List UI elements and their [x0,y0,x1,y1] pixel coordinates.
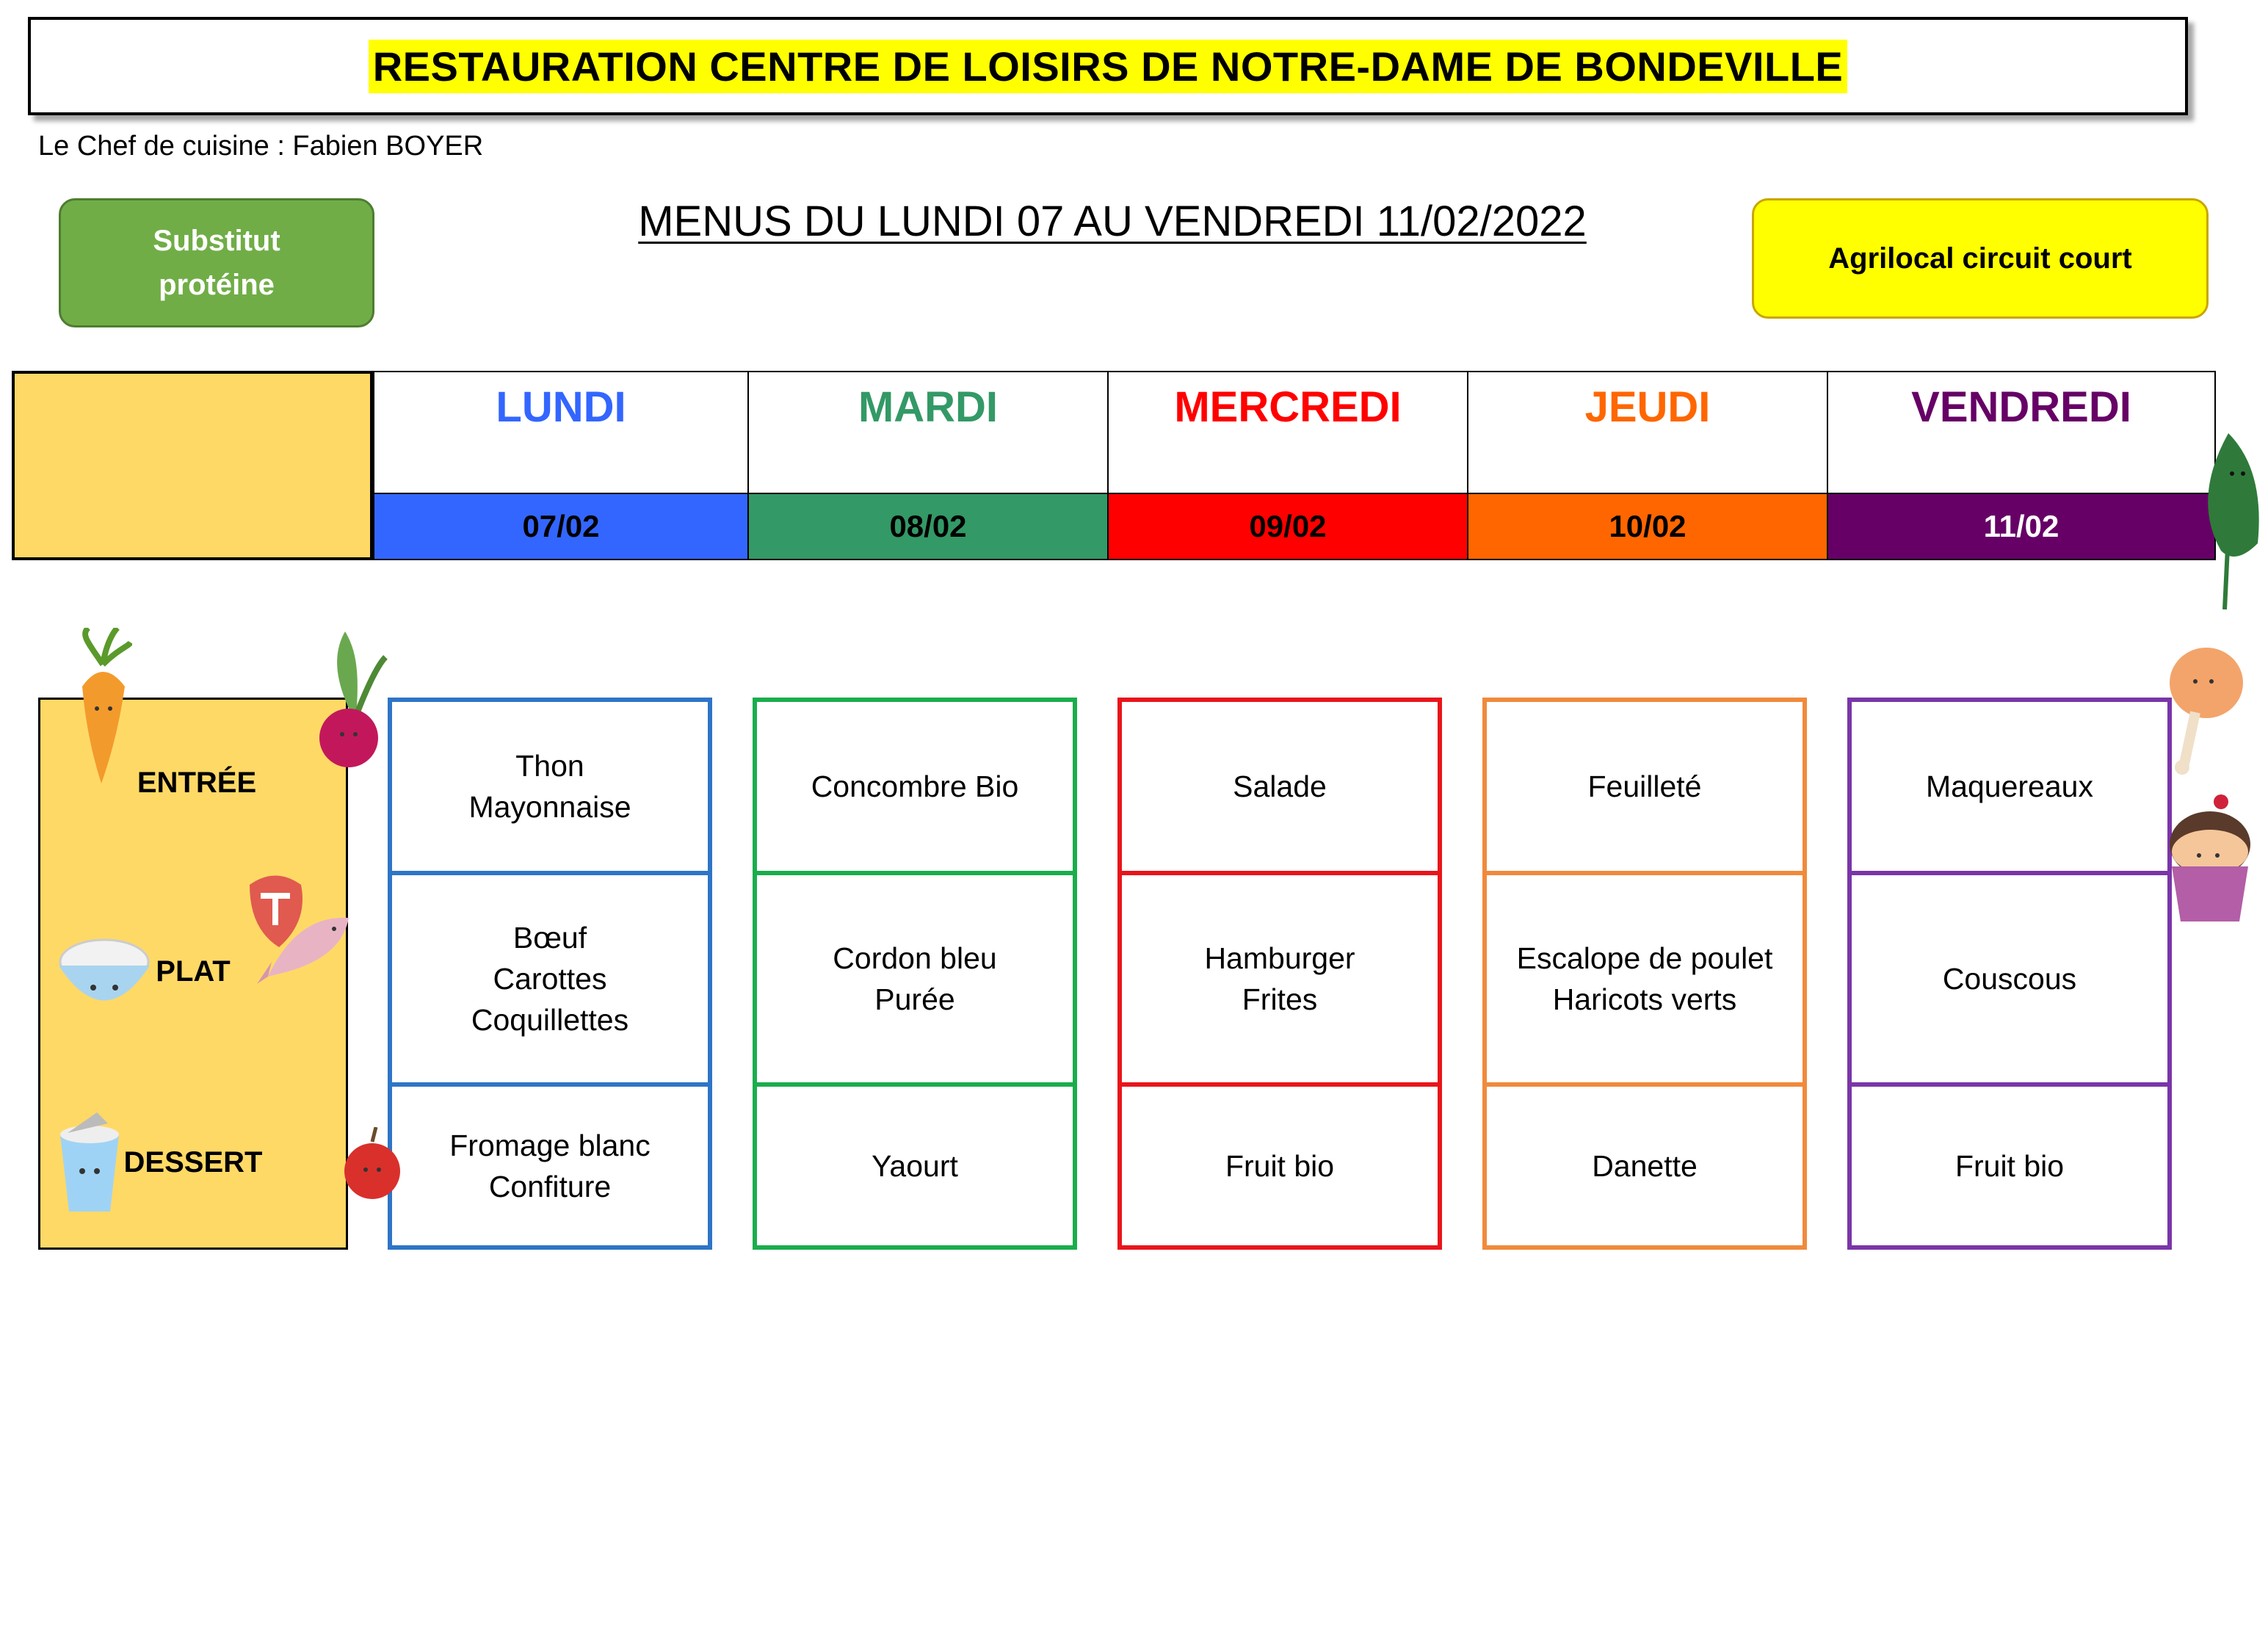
menu-entree-vendredi: Maquereaux [1926,770,2093,803]
day-header-vendredi: VENDREDI [1828,371,2216,494]
menu-plat-vendredi: Couscous [1852,871,2167,1082]
category-plat-label: PLAT [156,955,231,988]
day-date-lundi: 07/02 [373,494,749,560]
page-title: RESTAURATION CENTRE DE LOISIRS DE NOTRE-DAME DE BONDEVILLE [369,40,1848,93]
fish-icon [253,907,356,988]
rice-bowl-icon [53,933,156,1013]
substitute-protein-legend [59,198,374,327]
radish-icon [316,628,389,782]
substitute-protein-label: Substitut protéine [153,225,280,301]
menu-column-vendredi [1847,698,2172,1250]
day-date-jeudi: 10/02 [1468,494,1828,560]
menu-plat-mercredi: Hamburger Frites [1122,871,1438,1082]
menu-entree-jeudi: Feuilleté [1587,770,1702,803]
menu-week-title-text: MENUS DU LUNDI 07 AU VENDREDI 11/02/2022 [638,198,1587,245]
menu-dessert-mardi: Yaourt [757,1082,1073,1245]
menu-column-mercredi [1117,698,1442,1250]
day-date-vendredi: 11/02 [1828,494,2216,560]
menu-dessert-lundi: Fromage blanc Confiture [392,1082,708,1245]
agrilocal-label: Agrilocal circuit court [1828,242,2132,275]
menu-entree-mercredi: Salade [1233,770,1327,803]
menu-plat-lundi: Bœuf Carottes Coquillettes [392,871,708,1082]
menu-entree-mardi: Concombre Bio [811,770,1019,803]
cupcake-icon [2166,793,2254,925]
menu-column-mardi [753,698,1077,1250]
header-corner-cell [12,371,373,560]
chicken-leg-icon [2166,646,2247,778]
agrilocal-legend [1752,198,2209,319]
day-header-jeudi: JEUDI [1468,371,1828,494]
menu-dessert-mercredi: Fruit bio [1122,1082,1438,1245]
yogurt-icon [53,1112,126,1215]
menu-week-title [441,197,1784,246]
menu-column-jeudi [1482,698,1807,1250]
spinach-leaf-icon [2192,426,2265,617]
menu-dessert-jeudi: Danette [1487,1082,1803,1245]
day-date-mercredi: 09/02 [1109,494,1468,560]
day-header-lundi: LUNDI [373,371,749,494]
title-banner [28,17,2188,115]
category-entree-label: ENTRÉE [137,766,257,799]
menu-dessert-vendredi: Fruit bio [1852,1082,2167,1245]
category-dessert-label: DESSERT [123,1146,263,1178]
apple-icon [339,1127,405,1201]
day-header-mardi: MARDI [749,371,1109,494]
day-header-mercredi: MERCREDI [1109,371,1468,494]
day-date-mardi: 08/02 [749,494,1109,560]
chef-name: Le Chef de cuisine : Fabien BOYER [38,131,484,162]
menu-plat-jeudi: Escalope de poulet Haricots verts [1487,871,1803,1082]
menu-entree-lundi: Thon Mayonnaise [468,749,631,824]
menu-column-lundi [388,698,712,1250]
menu-plat-mardi: Cordon bleu Purée [757,871,1073,1082]
carrot-icon [73,628,132,786]
